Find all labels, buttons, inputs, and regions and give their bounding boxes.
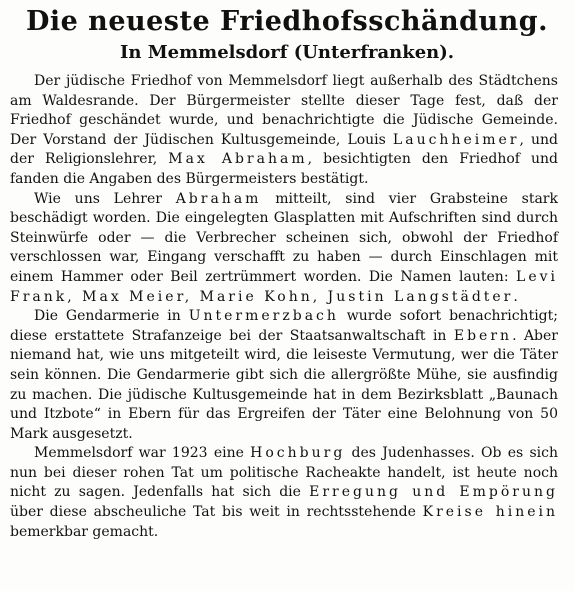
p4-text-d: bemerkbar gemacht.: [10, 523, 159, 540]
article-title: Die neueste Friedhofsschändung.: [25, 6, 549, 37]
p4-erregung: Erregung und Empörung: [309, 484, 558, 501]
p1-name-max-abraham: Max Abraham: [168, 151, 308, 168]
paragraph-2: [10, 190, 558, 308]
paragraph-1: [10, 72, 558, 190]
p1-text-c: , besichtigten den Friedhof und fanden die Angaben des Bürgermeisters bestätigt.: [10, 151, 558, 187]
p2-text-c: .: [513, 288, 518, 305]
p3-place-untermerzbach: Untermerzbach: [188, 308, 339, 325]
p4-text-c: über diese abscheuliche Tat bis weit in rechtsstehende: [10, 504, 423, 521]
p3-text-c: . Aber niemand hat, wie uns mitgeteilt wird, die leiseste Vermutung, wer die Täter sein können. Die Gendarmerie gibt sich die allergrößte Mühe, sie ausfindig zu machen. Die jüdische Kultusgemeinde hat in dem Bezirksblatt „Baunach und Itzbote“ in Ebern für das Ergreifen der Täter eine Belohnung von 50 Mark ausgesetzt.: [10, 327, 558, 442]
p2-text-a: Wie uns Lehrer: [34, 190, 176, 207]
p4-text-a: Memmelsdorf war 1923 eine: [34, 445, 251, 462]
p2-name-abraham: Abraham: [175, 190, 262, 207]
article-subtitle: In Memmelsdorf (Unterfranken).: [119, 42, 455, 63]
paragraph-3: [10, 307, 558, 444]
p1-name-lauchheimer: Lauchheimer: [392, 131, 520, 148]
p2-text-b: mitteilt, sind vier Grabsteine stark beschädigt worden. Die eingelegten Glasplatten mit Aufschriften sind durch Steinwürfe oder — die Verbrecher scheinen sich, obwohl der Friedhof verschlossen war, Eingang verschafft zu haben — durch Einschlagen mit einem Hammer oder Beil zertrümmert worden. Die Namen lauten:: [10, 190, 558, 285]
p1-text-a: Der jüdische Friedhof von Memmelsdorf liegt außerhalb des Städtchens am Waldesrande. Der Bürgermeister stellte dieser Tage fest, daß der Friedhof geschändet wurde, und benachrichtigte die Jüdische Gemeinde. Der Vorstand der Jüdischen Kultusgemeinde, Louis: [10, 73, 558, 148]
p4-hochburg: Hochburg: [250, 445, 346, 462]
p2-victim-names: Levi Frank, Max Meier, Marie Kohn, Justin Langstädter: [10, 268, 558, 305]
paragraph-4: [10, 444, 558, 542]
article-body: [10, 72, 558, 542]
p3-city-ebern: Ebern: [453, 327, 513, 344]
p3-text-b: wurde sofort benachrichtigt; diese erstattete Strafanzeige bei der Staatsanwaltschaft in: [10, 308, 558, 344]
p3-text-a: Die Gendarmerie in: [34, 308, 189, 325]
p1-text-b: , und der Religionslehrer,: [10, 131, 558, 168]
p4-text-b: des Judenhasses. Ob es sich nun bei dieser rohen Tat um politische Racheakte handelt, ist heute noch nicht zu sagen. Jedenfalls hat sich die: [10, 445, 559, 501]
p4-kreise: Kreise hinein: [422, 504, 558, 521]
